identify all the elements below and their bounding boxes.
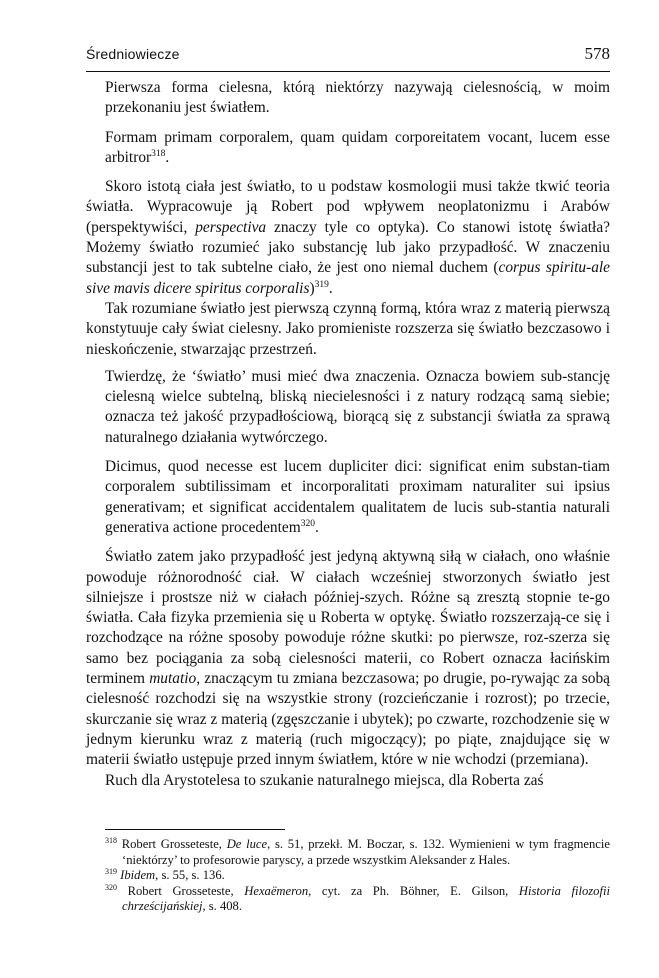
work-title: Ibidem <box>120 868 156 883</box>
work-title: Hexaëmeron <box>244 883 309 898</box>
italic-term: corpus spiritu-ale sive mavis dicere spiritus corporalis <box>86 259 611 297</box>
footnote: $^{319}$ Ibidem, s. 55, s. 136. <box>105 867 225 883</box>
page-header <box>86 46 610 70</box>
footnote-number: 319 <box>105 867 117 876</box>
quote-paragraph-2: Formam primam corporalem, quam quidam corporeitatem vocant, lucem esse arbitror$^{318}$. <box>105 128 610 166</box>
footnote-number: 318 <box>105 835 117 845</box>
quote-text: Twierdzę, że ‘światło’ musi mieć dwa znaczenia. Oznacza bowiem sub-stancję cielesną wielce subtelną, bliską niecielesności i z natury rodzącą samą siebie; oznacza też jakość przypadłościową, biorącą się z substancji światła za sprawą naturalnego działania wytwórczego. <box>105 367 610 446</box>
italic-term: mutatio <box>149 670 197 688</box>
footnote: $^{320}$ Robert Grosseteste, Hexaëmeron, cyt. za Ph. Böhner, E. Gilson, Historia filozofii chrześcijańskiej, s. 408. <box>105 882 610 914</box>
italic-term: perspectiva <box>195 218 267 236</box>
work-title: Historia filozofii chrześcijańskiej <box>122 883 610 914</box>
quote-paragraph-1 <box>105 78 610 119</box>
quote-paragraph-4: Dicimus, quod necesse est lucem dupliciter dici: significat enim substan-tiam corporalem subtilissimam et incorporalitati proximam naturaliter sui ipsius generativam; et significat accidentalem qualitatem de lucis sub-stantia naturali generativa actione procedentem$^{320}$. <box>105 458 610 536</box>
footnotes <box>105 837 610 915</box>
quote-text: Pierwsza forma cielesna, którą niektórzy nazywają cielesnością, w moim przekonaniu jest światłem. <box>105 79 610 117</box>
body-paragraph-1: Skoro istotą ciała jest światło, to u podstaw kosmologii musi także tkwić teoria światła. Wypracowuje ją Robert pod wpływem neoplatonizmu i Arabów (perspektywiści, perspectiva znaczy tyle co optyka). Co stanowi istotę światła? Możemy światło rozumieć jako substancję lub jako przypadłość. W znaczeniu substancji jest to tak subtelne ciało, że jest ono niemal duchem (corpus spiritu-ale sive mavis dicere spiritus corporalis)$^{319}$. <box>86 178 611 297</box>
footnote-number: 320 <box>105 882 117 892</box>
quote-paragraph-3 <box>105 367 610 448</box>
quote-text: Dicimus, quod necesse est lucem dupliciter dici: significat enim substan-tiam corporalem subtilissimam et incorporalitati proximam naturaliter sui ipsius generativam; et significat accidentalem qualitatem de lucis sub-stantia naturali generativa actione procedentem <box>105 458 610 536</box>
footnote-ref: 319 <box>314 279 329 290</box>
quote-text: Formam primam corporalem, quam quidam corporeitatem vocant, lucem esse arbitror <box>105 128 610 166</box>
main-text <box>86 78 610 791</box>
body-paragraph-3: Światło zatem jako przypadłość jest jedyną aktywną siłą w ciałach, ono właśnie powoduje różnorodność ciał. W ciałach wcześniej stworzonych światło jest silniejsze i prostsze niż w ciałach później-szych. Różne są zresztą stopnie te-go światła. Cała fizyka przemienia się u Roberta w optykę. Światło rozszerzają-ce się i rozchodzące na różne sposoby powoduje różne skutki: po pierwsze, roz-szerza się samo bez pociągania za sobą cielesności materii, co Robert oznacza łacińskim terminem mutatio, znaczącym tu zmiana bezczasowa; po drugie, po-rywając za sobą cielesność rozchodzi się na wszystkie strony (rozcieńczanie i rozrost); po trzecie, skurczanie się wraz z materią (zgęszczanie i ubytek); po czwarte, rozchodzenie się w jednym kierunku wraz z materią (ruch migoczący); po piąte, znajdujące się w materii światło ustępuje przed innym światłem, które w nie wchodzi (przemiana). <box>86 548 610 769</box>
header-rule <box>86 71 610 72</box>
running-head: Średniowiecze <box>86 46 180 62</box>
work-title: De luce <box>226 837 268 851</box>
body-paragraph-4: Ruch dla Arystotelesa to szukanie naturalnego miejsca, dla Roberta zaś <box>105 771 544 789</box>
page-number: 578 <box>584 44 610 63</box>
body-paragraph-2: Tak rozumiane światło jest pierwszą czynną formą, która wraz z materią pierwszą konstytuuje cały świat cielesny. Jako promieniste rozszerza się światło bezczasowo i nieskończenie, stwarzając przestrzeń. <box>86 299 610 358</box>
footnote-ref: 318 <box>151 148 166 159</box>
footnote: $^{318}$ Robert Grosseteste, De luce, s. 51, przekł. M. Boczar, s. 132. Wymienieni w tym fragmencie ‘niektórzy’ to profesorowie paryscy, a przede wszystkim Aleksander z Hales. <box>105 835 610 867</box>
footnote-ref: 320 <box>300 518 315 529</box>
footnote-rule <box>105 829 285 830</box>
